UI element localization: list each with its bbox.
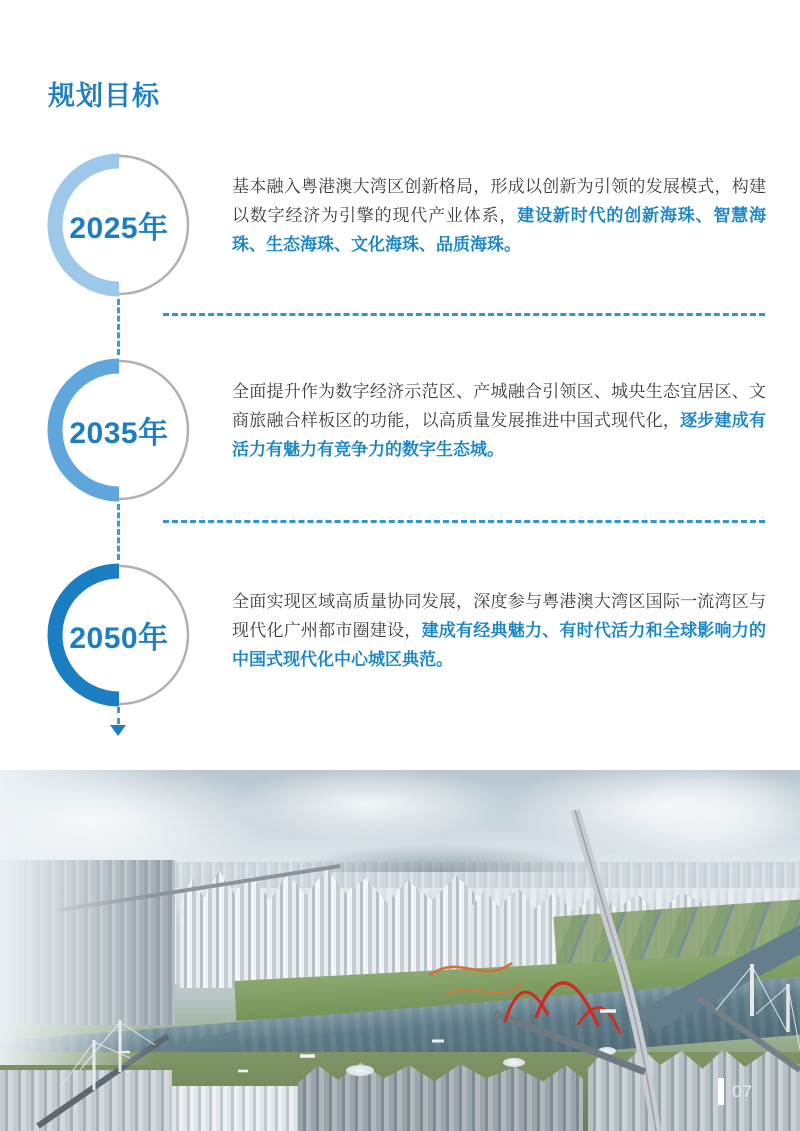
milestone-text-highlight: 建设新时代的创新海珠、智慧海珠、生态海珠、文化海珠、品质海珠。: [232, 206, 767, 254]
photo-fog: [628, 770, 800, 865]
timeline-connector: [117, 299, 120, 355]
timeline-separator: [163, 520, 765, 523]
milestone-badge-2035: [46, 357, 192, 503]
milestone-year-label: 2025年: [69, 212, 169, 245]
milestone-text-normal: 全面实现区域高质量协同发展，深度参与粤港澳大湾区国际一流湾区与现代化广州都市圈建设，: [232, 592, 766, 640]
milestone-year-label: 2050年: [69, 622, 169, 655]
timeline-separator: [163, 313, 765, 316]
milestone-text-normal: 全面提升作为数字经济示范区、产城融合引领区、城央生态宜居区、文商旅融合样板区的功能，以高质量发展推进中国式现代化，: [232, 382, 766, 430]
milestone-text-2025: [232, 172, 766, 259]
milestone-text-2050: [232, 587, 766, 674]
page-number-bar: [718, 1078, 724, 1105]
photo-fog: [0, 770, 155, 1065]
milestone-year-label: 2035年: [69, 417, 169, 450]
milestone-text-2035: [232, 377, 766, 464]
page-number-text: 07: [732, 1081, 753, 1101]
milestone-badge-2050: [46, 562, 192, 708]
milestone-text-highlight: 建成有经典魅力、有时代活力和全球影响力的中国式现代化中心城区典范。: [232, 621, 767, 669]
milestone-text-normal: 基本融入粤港澳大湾区创新格局，形成以创新为引领的发展模式，构建以数字经济为引擎的现代产业体系，: [232, 177, 766, 225]
aerial-city-photo: [0, 770, 800, 1131]
page-title: 规划目标: [48, 81, 160, 111]
page-number: [718, 1078, 753, 1105]
timeline-connector: [117, 504, 120, 560]
milestone-text-highlight: 逐步建成有活力有魅力有竞争力的数字生态城。: [232, 411, 767, 459]
milestone-badge-2025: [46, 152, 192, 298]
arrow-down-icon: [110, 725, 126, 736]
timeline-arrow-stem: [117, 707, 120, 724]
